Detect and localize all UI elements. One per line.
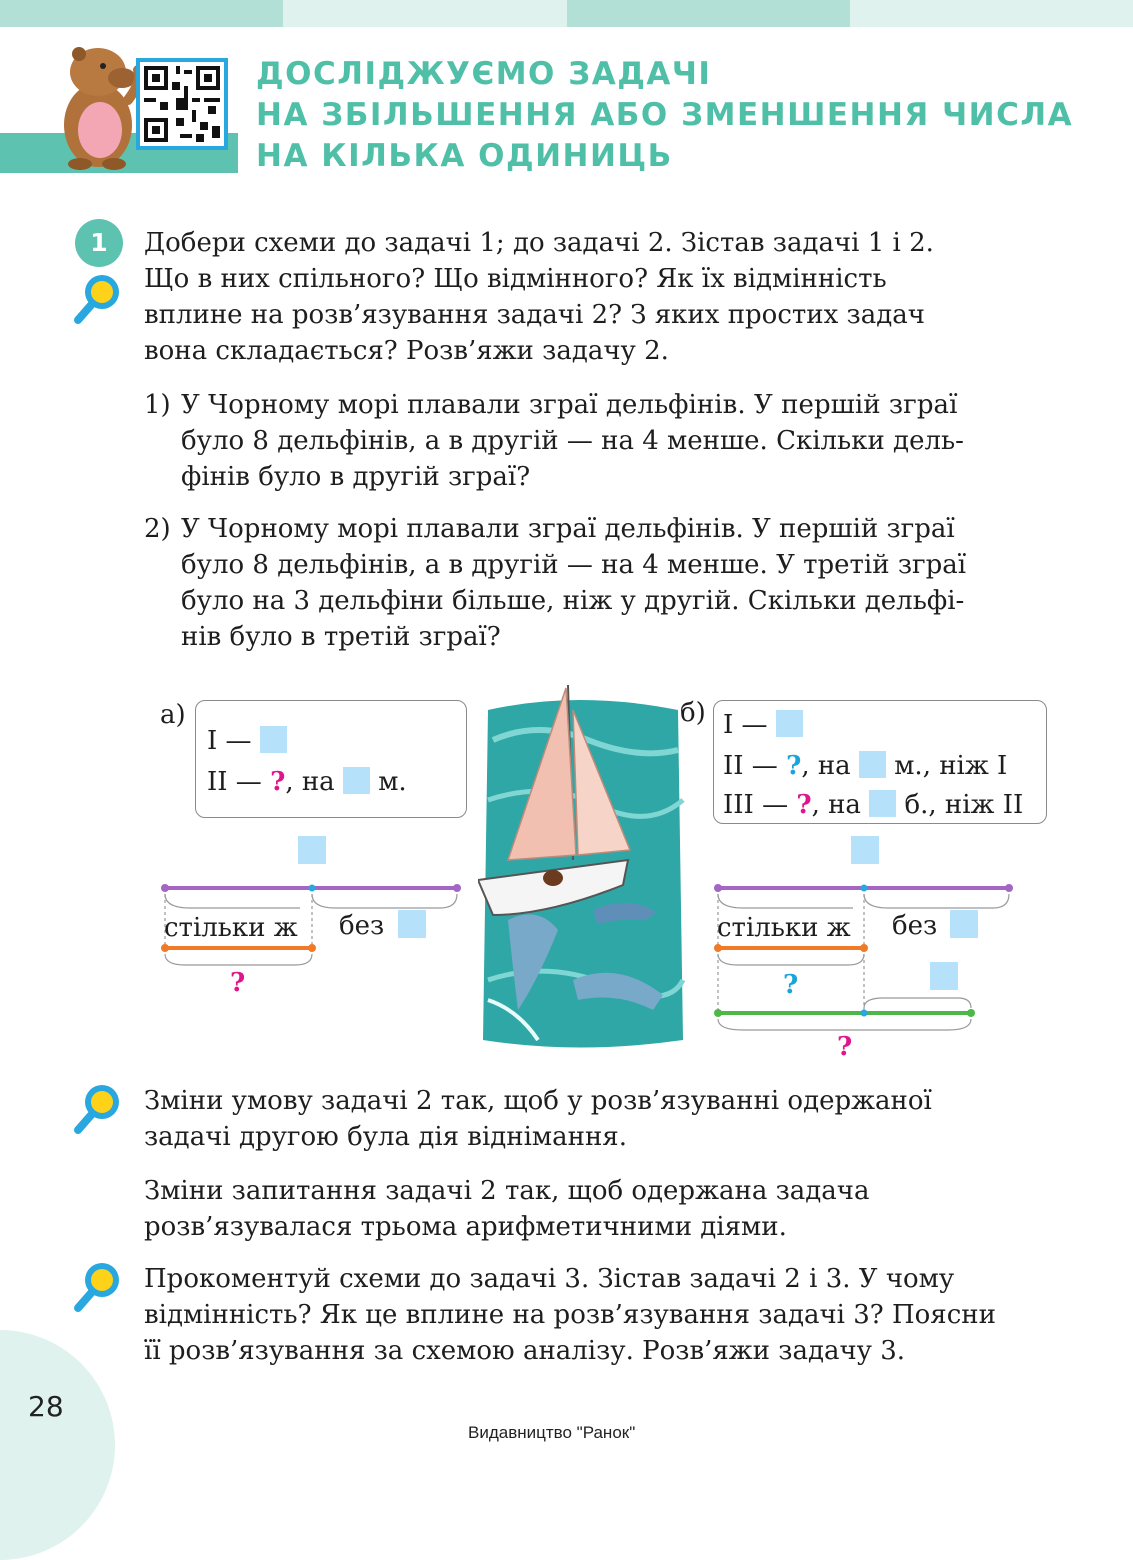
answer-box[interactable] xyxy=(260,726,287,753)
exercise-intro-line-4: вона складається? Розв’яжи задачу 2. xyxy=(144,336,669,366)
publisher-credit: Видавництво "Ранок" xyxy=(468,1423,636,1442)
page-title-line-1: ДОСЛІДЖУЄМО ЗАДАЧІ xyxy=(256,56,712,92)
scheme-b-row3-suffix: б., ніж II xyxy=(904,790,1024,820)
top-strip-2 xyxy=(283,0,567,27)
scheme-b-row2-mid: , на xyxy=(801,751,851,781)
scheme-a-same-label: стільки ж xyxy=(164,913,298,943)
exercise-intro-line-2: Що в них спільного? Що відмінного? Як їх відмінність xyxy=(144,264,887,294)
scheme-b-row-2 xyxy=(723,751,1007,781)
bottom-para1-line-1: Зміни умову задачі 2 так, щоб у розв’язуванні одержаної xyxy=(144,1086,932,1116)
scheme-b-row-1 xyxy=(723,710,803,740)
page-number: 28 xyxy=(28,1390,64,1423)
question-mark: ? xyxy=(270,767,286,797)
answer-box[interactable] xyxy=(776,710,803,737)
scheme-a-question: ? xyxy=(230,968,246,998)
task2-line-1: У Чорному морі плавали зграї дельфінів. У першій зграї xyxy=(181,514,955,544)
scheme-b-row3-prefix: III — xyxy=(723,790,789,820)
magnifier-icon xyxy=(68,270,126,328)
scheme-b-box xyxy=(713,700,1047,824)
task1-line-3: фінів було в другій зграї? xyxy=(181,462,531,492)
task1-marker: 1) xyxy=(144,390,171,420)
sailboat-dolphins-illustration xyxy=(478,680,686,1054)
task2-line-3: було на 3 дельфіни більше, ніж у другій. Скільки дельфі- xyxy=(181,586,965,616)
answer-box[interactable] xyxy=(869,790,896,817)
scheme-b-question-pink: ? xyxy=(837,1032,853,1062)
capybara-mascot xyxy=(48,30,148,170)
scheme-a-row-1 xyxy=(207,726,287,756)
scheme-a-row2-suffix: м. xyxy=(378,767,407,797)
task2-line-2: було 8 дельфінів, а в другій — на 4 менше. У третій зграї xyxy=(181,550,967,580)
task2-line-4: нів було в третій зграї? xyxy=(181,622,501,652)
bottom-para3-line-2: відмінність? Як це вплине на розв’язування задачі 3? Поясни xyxy=(144,1300,996,1330)
scheme-a-row-2 xyxy=(207,767,407,797)
exercise-number: 1 xyxy=(90,228,108,257)
bottom-para3-line-1: Прокоментуй схеми до задачі 3. Зістав задачі 2 і 3. У чому xyxy=(144,1264,955,1294)
scheme-a-box xyxy=(195,700,467,818)
scheme-b-row3-mid: , на xyxy=(811,790,861,820)
qr-code-pattern xyxy=(140,62,224,146)
scheme-b-row2-prefix: II — xyxy=(723,751,778,781)
top-strip-1 xyxy=(0,0,283,27)
scheme-b-row1-label: I — xyxy=(723,710,768,740)
question-mark: ? xyxy=(796,790,812,820)
answer-box[interactable] xyxy=(859,751,886,778)
scheme-b-without-label: без xyxy=(892,911,938,941)
magnifier-icon xyxy=(68,1258,126,1316)
page-corner xyxy=(0,1330,115,1560)
scheme-b-row2-suffix: м., ніж I xyxy=(894,751,1008,781)
scheme-b-same-label: стільки ж xyxy=(717,913,851,943)
scheme-b-question-blue: ? xyxy=(783,970,799,1000)
qr-code[interactable] xyxy=(136,58,228,150)
scheme-a-row2-mid: , на xyxy=(285,767,335,797)
magnifier-icon xyxy=(68,1080,126,1138)
page-title-line-2: НА ЗБІЛЬШЕННЯ АБО ЗМЕНШЕННЯ ЧИСЛА xyxy=(256,97,1074,133)
answer-box[interactable] xyxy=(343,767,370,794)
bottom-para2-line-1: Зміни запитання задачі 2 так, щоб одержана задача xyxy=(144,1176,870,1206)
scheme-b-row-3 xyxy=(723,790,1023,820)
scheme-a-label: а) xyxy=(160,700,186,730)
top-strip-3 xyxy=(567,0,850,27)
exercise-intro-line-3: вплине на розв’язування задачі 2? З яких простих задач xyxy=(144,300,925,330)
scheme-a-without-label: без xyxy=(339,911,385,941)
bottom-para1-line-2: задачі другою була дія віднімання. xyxy=(144,1122,627,1152)
task1-line-1: У Чорному морі плавали зграї дельфінів. У першій зграї xyxy=(181,390,958,420)
exercise-number-badge xyxy=(75,219,123,267)
top-strip-4 xyxy=(850,0,1133,27)
page-title-line-3: НА КІЛЬКА ОДИНИЦЬ xyxy=(256,138,673,174)
task2-marker: 2) xyxy=(144,514,171,544)
question-mark: ? xyxy=(786,751,802,781)
task1-line-2: було 8 дельфінів, а в другій — на 4 менше. Скільки дель- xyxy=(181,426,964,456)
bottom-para3-line-3: її розв’язування за схемою аналізу. Розв’яжи задачу 3. xyxy=(144,1336,906,1366)
scheme-a-row1-label: I — xyxy=(207,726,252,756)
exercise-intro-line-1: Добери схеми до задачі 1; до задачі 2. Зістав задачі 1 і 2. xyxy=(144,228,934,258)
scheme-a-row2-prefix: II — xyxy=(207,767,262,797)
bottom-para2-line-2: розв’язувалася трьома арифметичними діями. xyxy=(144,1212,787,1242)
scheme-b-label: б) xyxy=(680,698,706,728)
